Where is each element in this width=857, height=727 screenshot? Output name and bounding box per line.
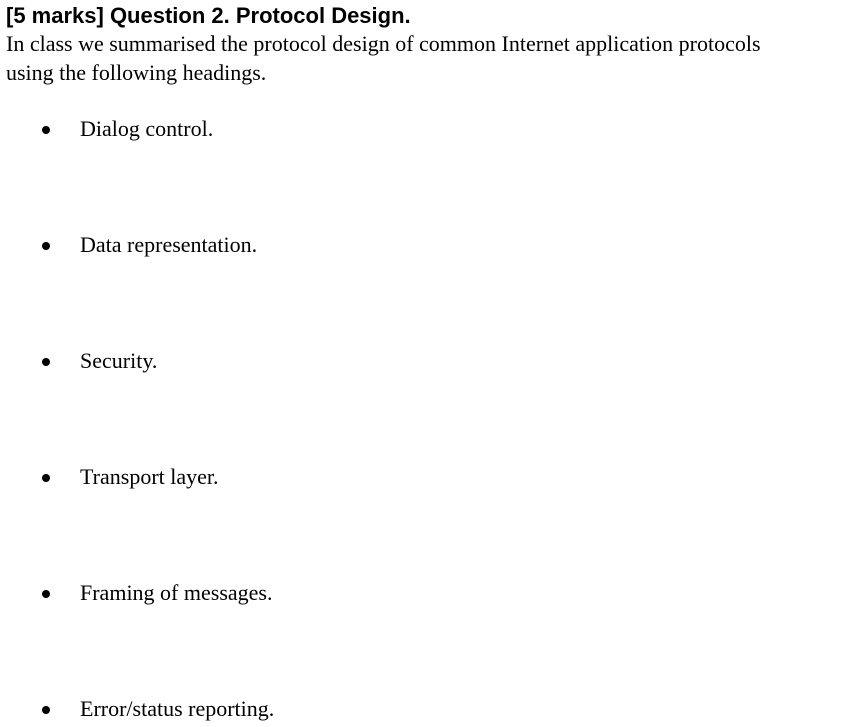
list-item [0,694,857,724]
list-item-text: Data representation. [80,232,258,257]
list-item [0,462,857,492]
question-heading: [5 marks] Question 2. Protocol Design. [6,3,411,28]
list-item-text: Error/status reporting. [80,696,275,721]
list-item [0,578,857,608]
list-item [0,346,857,376]
bullet-icon [42,358,50,366]
bullet-icon [42,474,50,482]
list-item [0,230,857,260]
list-item-text: Security. [80,348,158,373]
bullet-icon [42,706,50,714]
bullet-icon [42,590,50,598]
list-item-text: Framing of messages. [80,580,273,605]
bullet-icon [42,126,50,134]
list-item-text: Transport layer. [80,464,219,489]
list-item [0,114,857,144]
intro-line: In class we summarised the protocol design of common Internet application protocols [6,31,761,56]
list-item-text: Dialog control. [80,116,214,141]
question-intro [6,29,857,87]
bullet-icon [42,242,50,250]
intro-line: using the following headings. [6,60,267,85]
